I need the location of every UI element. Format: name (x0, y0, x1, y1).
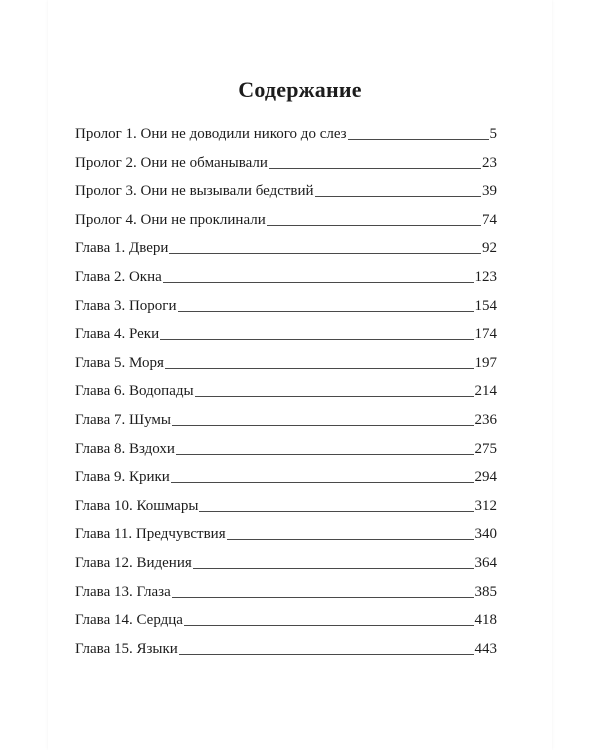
toc-leader-line (193, 568, 474, 569)
toc-entry-page-number: 214 (474, 383, 497, 400)
toc-leader-line (172, 425, 474, 426)
toc-entry (75, 411, 497, 440)
toc-leader-line (169, 253, 481, 254)
toc-entry (75, 268, 497, 297)
toc-entry-label: Глава 14. Сердца (75, 612, 183, 629)
toc-entry (75, 182, 497, 211)
toc-entry-label: Глава 1. Двери (75, 240, 169, 257)
toc-entry (75, 211, 497, 240)
toc-entry (75, 611, 497, 640)
toc-entry-label: Глава 15. Языки (75, 640, 178, 657)
toc-entry (75, 154, 497, 183)
toc-entry (75, 125, 497, 154)
toc-entry-page-number: 443 (474, 640, 497, 657)
toc-leader-line (179, 654, 474, 655)
toc-leader-line (163, 282, 474, 283)
toc-entry (75, 497, 497, 526)
toc-leader-line (178, 311, 474, 312)
toc-entry-label: Пролог 4. Они не проклинали (75, 211, 266, 228)
toc-leader-line (195, 396, 474, 397)
page-title: Содержание (238, 76, 362, 102)
toc-entry (75, 382, 497, 411)
toc-leader-line (199, 511, 473, 512)
toc-entry (75, 554, 497, 583)
toc-entry (75, 239, 497, 268)
toc-entry-page-number: 92 (482, 240, 497, 257)
table-of-contents (75, 125, 497, 668)
toc-leader-line (176, 454, 474, 455)
toc-leader-line (172, 597, 474, 598)
toc-entry-label: Глава 10. Кошмары (75, 497, 199, 514)
toc-entry-label: Глава 5. Моря (75, 354, 164, 371)
toc-entry (75, 440, 497, 469)
toc-entry-label: Глава 6. Водопады (75, 383, 194, 400)
toc-entry-page-number: 312 (474, 497, 497, 514)
toc-entry (75, 640, 497, 669)
toc-entry-page-number: 23 (482, 154, 497, 171)
toc-entry (75, 325, 497, 354)
toc-entry (75, 354, 497, 383)
toc-entry-label: Пролог 3. Они не вызывали бедствий (75, 183, 314, 200)
toc-entry-page-number: 74 (482, 211, 497, 228)
toc-entry-page-number: 418 (474, 612, 497, 629)
toc-entry-label: Пролог 1. Они не доводили никого до слез (75, 126, 347, 142)
toc-entry-label: Глава 12. Видения (75, 554, 192, 571)
toc-leader-line (269, 168, 481, 169)
toc-leader-line (227, 539, 474, 540)
toc-entry-page-number: 294 (474, 469, 497, 486)
toc-entry-page-number: 385 (474, 583, 497, 600)
toc-entry (75, 297, 497, 326)
toc-entry-label: Глава 3. Пороги (75, 297, 177, 314)
toc-entry-page-number: 123 (474, 268, 497, 285)
toc-entry-page-number: 39 (482, 183, 497, 200)
toc-leader-line (165, 368, 474, 369)
toc-entry-label: Глава 11. Предчувствия (75, 526, 226, 543)
toc-entry-page-number: 236 (474, 411, 497, 428)
toc-entry-label: Глава 8. Вздохи (75, 440, 175, 457)
toc-entry (75, 468, 497, 497)
toc-entry-page-number: 174 (474, 326, 497, 343)
toc-entry-label: Пролог 2. Они не обманывали (75, 154, 268, 171)
toc-entry-page-number: 364 (474, 554, 497, 571)
toc-entry-page-number: 197 (474, 354, 497, 371)
toc-entry-label: Глава 7. Шумы (75, 411, 171, 428)
toc-leader-line (348, 139, 489, 140)
toc-leader-line (184, 625, 474, 626)
toc-entry-label: Глава 4. Реки (75, 326, 160, 343)
toc-entry-page-number: 154 (474, 297, 497, 314)
toc-entry-label: Глава 13. Глаза (75, 583, 171, 600)
toc-entry-label: Глава 2. Окна (75, 268, 162, 285)
toc-entry-page-number: 340 (474, 526, 497, 543)
toc-entry-page-number: 5 (489, 126, 497, 142)
toc-leader-line (267, 225, 481, 226)
toc-leader-line (171, 482, 474, 483)
toc-leader-line (315, 196, 481, 197)
toc-entry (75, 525, 497, 554)
toc-leader-line (160, 339, 473, 340)
toc-entry-page-number: 275 (474, 440, 497, 457)
toc-entry (75, 583, 497, 612)
toc-entry-label: Глава 9. Крики (75, 469, 170, 486)
